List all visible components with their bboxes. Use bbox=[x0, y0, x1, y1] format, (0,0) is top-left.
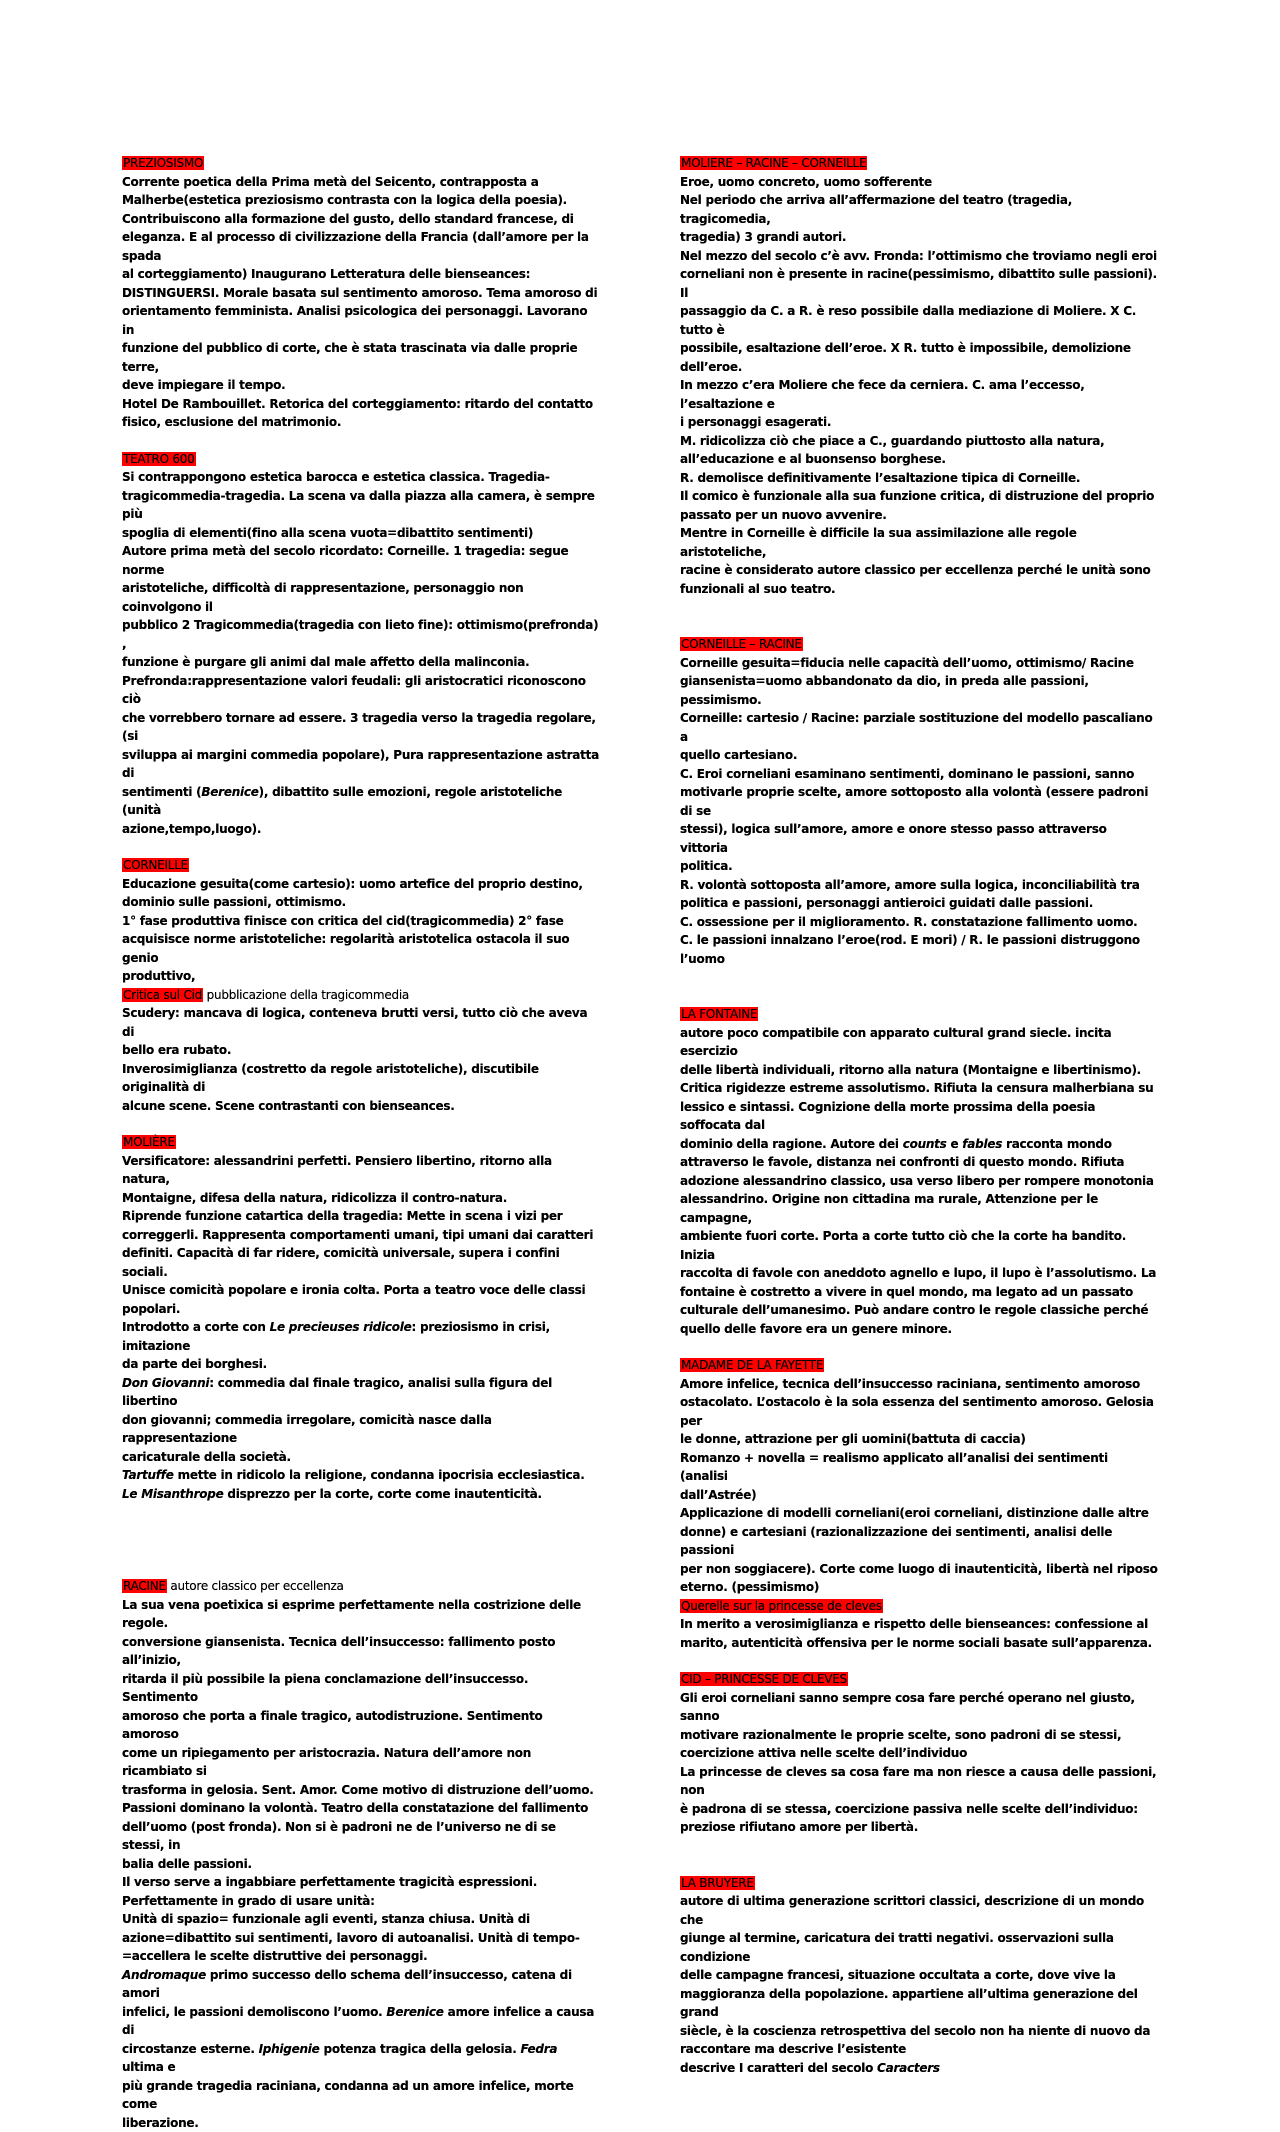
section-racine bbox=[122, 1577, 600, 2132]
text-run: ), dibattito sulle emozioni, regole aristoteliche (unità bbox=[122, 785, 562, 818]
text-line: C. ossessione per il miglioramento. R. constatazione fallimento uomo. bbox=[680, 913, 1158, 932]
text-run: circostanze esterne. bbox=[122, 2042, 259, 2056]
text-line: politica e passioni, personaggi antieroici guidati dalle passioni. bbox=[680, 894, 1158, 913]
section-corneille-racine bbox=[680, 635, 1158, 968]
text-line: tragedia) 3 grandi autori. bbox=[680, 228, 1158, 247]
heading-teatro-600: TEATRO 600 bbox=[122, 452, 196, 466]
text-line: alessandrino. Origine non cittadina ma rurale, Attenzione per le campagne, bbox=[680, 1190, 1158, 1227]
text-line: popolari. bbox=[122, 1300, 600, 1319]
text-line: i personaggi esagerati. bbox=[680, 413, 1158, 432]
text-line: delle libertà individuali, ritorno alla natura (Montaigne e libertinismo). bbox=[680, 1061, 1158, 1080]
title-fedra: Fedra bbox=[521, 2042, 558, 2056]
text-run: : preziosismo in crisi, imitazione bbox=[122, 1320, 550, 1353]
text-line: bello era rubato. bbox=[122, 1041, 600, 1060]
heading-racine: RACINE bbox=[122, 1579, 167, 1593]
title-tartuffe: Tartuffe bbox=[122, 1468, 174, 1482]
text-line: eterno. (pessimismo) bbox=[680, 1578, 1158, 1597]
text-line: da parte dei borghesi. bbox=[122, 1355, 600, 1374]
text-line: autore di ultima generazione scrittori classici, descrizione di un mondo che bbox=[680, 1892, 1158, 1929]
heading-corneille: CORNEILLE bbox=[122, 858, 189, 872]
text-line: deve impiegare il tempo. bbox=[122, 376, 600, 395]
text-line: Riprende funzione catartica della tragedia: Mette in scena i vizi per bbox=[122, 1207, 600, 1226]
text-run: dominio della ragione. Autore dei bbox=[680, 1137, 903, 1151]
text-line: azione=dibattito sui sentimenti, lavoro di autoanalisi. Unità di tempo- bbox=[122, 1929, 600, 1948]
text-line: delle campagne francesi, situazione occultata a corte, dove vive la bbox=[680, 1966, 1158, 1985]
text-line: Il verso serve a ingabbiare perfettamente tragicità espressioni. bbox=[122, 1873, 600, 1892]
text-line: maggioranza della popolazione. appartiene all’ultima generazione del grand bbox=[680, 1985, 1158, 2022]
text-line: Unità di spazio= funzionale agli eventi, stanza chiusa. Unità di bbox=[122, 1910, 600, 1929]
text-line: eleganza. E al processo di civilizzazione della Francia (dall’amore per la spada bbox=[122, 228, 600, 265]
text-line: motivarle proprie scelte, amore sottoposto alla volontà (essere padroni di se bbox=[680, 783, 1158, 820]
text-line: liberazione. bbox=[122, 2114, 600, 2132]
section-moliere-racine-corneille bbox=[680, 154, 1158, 598]
section-teatro-600 bbox=[122, 450, 600, 839]
heading-la-bruyere: LA BRUYERE bbox=[680, 1876, 755, 1890]
right-column bbox=[680, 154, 1158, 2077]
section-madame-de-la-fayette bbox=[680, 1356, 1158, 1652]
text-line: Autore prima metà del secolo ricordato: Corneille. 1 tragedia: segue norme bbox=[122, 542, 600, 579]
text-line: giansenista=uomo abbandonato da dio, in preda alle passioni, pessimismo. bbox=[680, 672, 1158, 709]
text-line: dominio sulle passioni, ottimismo. bbox=[122, 893, 600, 912]
text-line: Nel mezzo del secolo c’è avv. Fronda: l’ottimismo che troviamo negli eroi bbox=[680, 247, 1158, 266]
text-line: marito, autenticità offensiva per le norme sociali basate sull’apparenza. bbox=[680, 1634, 1158, 1653]
text-line: funzione del pubblico di corte, che è stata trascinata via dalle proprie terre, bbox=[122, 339, 600, 376]
text-line bbox=[122, 1466, 600, 1485]
text-line: donne) e cartesiani (razionalizzazione dei sentimenti, analisi delle passioni bbox=[680, 1523, 1158, 1560]
text-line: dell’uomo (post fronda). Non si è padroni ne de l’universo ne di se stessi, in bbox=[122, 1818, 600, 1855]
text-line: correggerli. Rappresenta comportamenti umani, tipi umani dai caratteri bbox=[122, 1226, 600, 1245]
text-run: ultima e bbox=[122, 2060, 175, 2074]
text-line: Contribuiscono alla formazione del gusto, dello standard francese, di bbox=[122, 210, 600, 229]
text-line bbox=[680, 1135, 1158, 1154]
text-line: DISTINGUERSI. Morale basata sul sentimento amoroso. Tema amoroso di bbox=[122, 284, 600, 303]
text-line: coercizione attiva nelle scelte dell’individuo bbox=[680, 1744, 1158, 1763]
text-line: passaggio da C. a R. è reso possibile dalla mediazione di Moliere. X C. tutto è bbox=[680, 302, 1158, 339]
text-line: le donne, attrazione per gli uomini(battuta di caccia) bbox=[680, 1430, 1158, 1449]
title-berenice: Berenice bbox=[386, 2005, 443, 2019]
text-line: passato per un nuovo avvenire. bbox=[680, 506, 1158, 525]
text-line: In mezzo c’era Moliere che fece da cerniera. C. ama l’eccesso, l’esaltazione e bbox=[680, 376, 1158, 413]
text-line: Corrente poetica della Prima metà del Seicento, contrapposta a bbox=[122, 173, 600, 192]
text-line: Mentre in Corneille è difficile la sua assimilazione alle regole aristoteliche, bbox=[680, 524, 1158, 561]
text-line: racine è considerato autore classico per eccellenza perché le unità sono bbox=[680, 561, 1158, 580]
text-line: autore poco compatibile con apparato cultural grand siecle. incita esercizio bbox=[680, 1024, 1158, 1061]
text-line: Applicazione di modelli corneliani(eroi corneliani, distinzione dalle altre bbox=[680, 1504, 1158, 1523]
text-run: primo successo dello schema dell’insuccesso, catena di amori bbox=[122, 1968, 572, 2001]
text-line: La sua vena poetixica si esprime perfettamente nella costrizione delle bbox=[122, 1596, 600, 1615]
text-line: Amore infelice, tecnica dell’insuccesso raciniana, sentimento amoroso bbox=[680, 1375, 1158, 1394]
text-line: adozione alessandrino classico, usa verso libero per rompere monotonia bbox=[680, 1172, 1158, 1191]
text-line: giunge al termine, caricatura dei tratti negativi. osservazioni sulla condizione bbox=[680, 1929, 1158, 1966]
text-line bbox=[122, 986, 600, 1005]
text-line: preziose rifiutano amore per libertà. bbox=[680, 1818, 1158, 1837]
section-cid-princesse-de-cleves bbox=[680, 1670, 1158, 1837]
text-line: pubblico 2 Tragicommedia(tragedia con lieto fine): ottimismo(prefronda) , bbox=[122, 616, 600, 653]
text-line: più grande tragedia raciniana, condanna ad un amore infelice, morte come bbox=[122, 2077, 600, 2114]
text-line: raccontare ma descrive l’esistente bbox=[680, 2040, 1158, 2059]
text-line: trasforma in gelosia. Sent. Amor. Come motivo di distruzione dell’uomo. bbox=[122, 1781, 600, 1800]
title-berenice: Berenice bbox=[201, 785, 258, 799]
text-line: Si contrappongono estetica barocca e estetica classica. Tragedia- bbox=[122, 468, 600, 487]
title-counts: counts bbox=[903, 1137, 947, 1151]
text-line: Perfettamente in grado di usare unità: bbox=[122, 1892, 600, 1911]
text-line: lessico e sintassi. Cognizione della morte prossima della poesia soffocata dal bbox=[680, 1098, 1158, 1135]
text-line: Malherbe(estetica preziosismo contrasta con la logica della poesia). bbox=[122, 191, 600, 210]
text-line bbox=[122, 783, 600, 820]
text-line: C. le passioni innalzano l’eroe(rod. E mori) / R. le passioni distruggono bbox=[680, 931, 1158, 950]
text-run: disprezzo per la corte, corte come inautenticità. bbox=[223, 1487, 541, 1501]
text-line: possibile, esaltazione dell’eroe. X R. tutto è impossibile, demolizione bbox=[680, 339, 1158, 358]
title-precieuses-ridicole: Le precieuses ridicole bbox=[270, 1320, 412, 1334]
text-line: Eroe, uomo concreto, uomo sofferente bbox=[680, 173, 1158, 192]
title-misanthrope: Le Misanthrope bbox=[122, 1487, 223, 1501]
text-line: balia delle passioni. bbox=[122, 1855, 600, 1874]
text-line: Unisce comicità popolare e ironia colta. Porta a teatro voce delle classi bbox=[122, 1281, 600, 1300]
text-line: Versificatore: alessandrini perfetti. Pensiero libertino, ritorno alla natura, bbox=[122, 1152, 600, 1189]
text-run: Introdotto a corte con bbox=[122, 1320, 270, 1334]
text-line: caricaturale della società. bbox=[122, 1448, 600, 1467]
text-line: tragicommedia-tragedia. La scena va dalla piazza alla camera, è sempre più bbox=[122, 487, 600, 524]
text-line bbox=[680, 2059, 1158, 2078]
text-run: mette in ridicolo la religione, condanna ipocrisia ecclesiastica. bbox=[174, 1468, 585, 1482]
text-line: sviluppa ai margini commedia popolare), Pura rappresentazione astratta di bbox=[122, 746, 600, 783]
text-line: all’educazione e al buonsenso borghese. bbox=[680, 450, 1158, 469]
text-line: politica. bbox=[680, 857, 1158, 876]
text-line: funzione è purgare gli animi dal male affetto della malinconia. bbox=[122, 653, 600, 672]
text-line: spoglia di elementi(fino alla scena vuota=dibattito sentimenti) bbox=[122, 524, 600, 543]
text-line: R. volontà sottoposta all’amore, amore sulla logica, inconciliabilità tra bbox=[680, 876, 1158, 895]
text-line: ritarda il più possibile la piena conclamazione dell’insuccesso. Sentimento bbox=[122, 1670, 600, 1707]
text-line bbox=[122, 2040, 600, 2077]
text-run: infelici, le passioni demoliscono l’uomo. bbox=[122, 2005, 386, 2019]
text-line: Corneille gesuita=fiducia nelle capacità dell’uomo, ottimismo/ Racine bbox=[680, 654, 1158, 673]
text-line: l’uomo bbox=[680, 950, 1158, 969]
text-line: definiti. Capacità di far ridere, comicità universale, supera i confini sociali. bbox=[122, 1244, 600, 1281]
text-line: Passioni dominano la volontà. Teatro della constatazione del fallimento bbox=[122, 1799, 600, 1818]
text-line: Critica rigidezze estreme assolutismo. Rifiuta la censura malherbiana su bbox=[680, 1079, 1158, 1098]
text-line: conversione giansenista. Tecnica dell’insuccesso: fallimento posto all’inizio, bbox=[122, 1633, 600, 1670]
text-line: alcune scene. Scene contrastanti con bienseances. bbox=[122, 1097, 600, 1116]
text-run: autore classico per eccellenza bbox=[167, 1579, 344, 1593]
text-line: funzionali al suo teatro. bbox=[680, 580, 1158, 599]
text-run: descrive I caratteri del secolo bbox=[680, 2061, 877, 2075]
heading-madame-de-la-fayette: MADAME DE LA FAYETTE bbox=[680, 1358, 824, 1372]
text-line: Corneille: cartesio / Racine: parziale sostituzione del modello pascaliano a bbox=[680, 709, 1158, 746]
text-run: pubblicazione della tragicommedia bbox=[203, 988, 409, 1002]
text-line: fontaine è costretto a vivere in quel mondo, ma legato ad un passato bbox=[680, 1283, 1158, 1302]
text-line: dell’eroe. bbox=[680, 358, 1158, 377]
section-la-fontaine bbox=[680, 1005, 1158, 1338]
text-line: corneliani non è presente in racine(pessimismo, dibattito sulle passioni). Il bbox=[680, 265, 1158, 302]
text-line: è padrona di se stessa, coercizione passiva nelle scelte dell’individuo: bbox=[680, 1800, 1158, 1819]
subheading-critica-sul-cid: Critica sul Cid bbox=[122, 988, 203, 1002]
text-line: M. ridicolizza ciò che piace a C., guardando piuttosto alla natura, bbox=[680, 432, 1158, 451]
text-line: 1° fase produttiva finisce con critica del cid(tragicommedia) 2° fase bbox=[122, 912, 600, 931]
heading-moliere: MOLIÈRE bbox=[122, 1135, 176, 1149]
text-line: Educazione gesuita(come cartesio): uomo artefice del proprio destino, bbox=[122, 875, 600, 894]
text-line bbox=[122, 1374, 600, 1411]
title-fables: fables bbox=[962, 1137, 1002, 1151]
text-line: Nel periodo che arriva all’affermazione del teatro (tragedia, tragicomedia, bbox=[680, 191, 1158, 228]
text-line: fisico, esclusione del matrimonio. bbox=[122, 413, 600, 432]
title-andromaque: Andromaque bbox=[122, 1968, 206, 1982]
text-line bbox=[122, 1966, 600, 2003]
text-line: Il comico è funzionale alla sua funzione critica, di distruzione del proprio bbox=[680, 487, 1158, 506]
text-line: R. demolisce definitivamente l’esaltazione tipica di Corneille. bbox=[680, 469, 1158, 488]
text-line: acquisisce norme aristoteliche: regolarità aristotelica ostacola il suo genio bbox=[122, 930, 600, 967]
heading-corneille-racine: CORNEILLE – RACINE bbox=[680, 637, 803, 651]
text-line: =accellera le scelte distruttive dei personaggi. bbox=[122, 1947, 600, 1966]
text-line bbox=[122, 1485, 600, 1504]
text-line: che vorrebbero tornare ad essere. 3 tragedia verso la tragedia regolare, (si bbox=[122, 709, 600, 746]
subheading-querelle: Querelle sur la princesse de cleves bbox=[680, 1599, 883, 1613]
text-line: produttivo, bbox=[122, 967, 600, 986]
text-line: raccolta di favole con aneddoto agnello e lupo, il lupo è l’assolutismo. La bbox=[680, 1264, 1158, 1283]
section-corneille bbox=[122, 856, 600, 1115]
heading-moliere-racine-corneille: MOLIERE – RACINE – CORNEILLE bbox=[680, 156, 867, 170]
text-line bbox=[122, 1318, 600, 1355]
text-line: ostacolato. L’ostacolo è la sola essenza del sentimento amoroso. Gelosia per bbox=[680, 1393, 1158, 1430]
text-line: per non soggiacere). Corte come luogo di inautenticità, libertà nel riposo bbox=[680, 1560, 1158, 1579]
text-line: siècle, è la coscienza retrospettiva del secolo non ha niente di nuovo da bbox=[680, 2022, 1158, 2041]
text-line: regole. bbox=[122, 1614, 600, 1633]
text-line: motivare razionalmente le proprie scelte, sono padroni di se stessi, bbox=[680, 1726, 1158, 1745]
text-line: ambiente fuori corte. Porta a corte tutto ciò che la corte ha bandito. Inizia bbox=[680, 1227, 1158, 1264]
text-line: don giovanni; commedia irregolare, comicità nasce dalla rappresentazione bbox=[122, 1411, 600, 1448]
text-line: Prefronda:rappresentazione valori feudali: gli aristocratici riconoscono ciò bbox=[122, 672, 600, 709]
text-run: potenza tragica della gelosia. bbox=[320, 2042, 521, 2056]
text-line: aristoteliche, difficoltà di rappresentazione, personaggio non coinvolgono il bbox=[122, 579, 600, 616]
text-run: sentimenti ( bbox=[122, 785, 201, 799]
section-moliere bbox=[122, 1133, 600, 1503]
heading-preziosismo: PREZIOSISMO bbox=[122, 156, 204, 170]
text-line: quello delle favore era un genere minore. bbox=[680, 1320, 1158, 1339]
heading-cid-princesse: CID – PRINCESSE DE CLEVES bbox=[680, 1672, 848, 1686]
text-line: al corteggiamento) Inaugurano Letteratura delle bienseances: bbox=[122, 265, 600, 284]
title-caracters: Caracters bbox=[877, 2061, 940, 2075]
title-don-giovanni: Don Giovanni bbox=[122, 1376, 209, 1390]
section-preziosismo bbox=[122, 154, 600, 432]
text-run: : commedia dal finale tragico, analisi sulla figura del libertino bbox=[122, 1376, 552, 1409]
text-line: Montaigne, difesa della natura, ridicolizza il contro-natura. bbox=[122, 1189, 600, 1208]
text-line: stessi), logica sull’amore, amore e onore stesso passo attraverso vittoria bbox=[680, 820, 1158, 857]
text-line: amoroso che porta a finale tragico, autodistruzione. Sentimento amoroso bbox=[122, 1707, 600, 1744]
text-line: Gli eroi corneliani sanno sempre cosa fare perché operano nel giusto, sanno bbox=[680, 1689, 1158, 1726]
text-line: In merito a verosimiglianza e rispetto delle bienseances: confessione al bbox=[680, 1615, 1158, 1634]
title-iphigenie: Iphigenie bbox=[259, 2042, 320, 2056]
text-run: racconta mondo bbox=[1002, 1137, 1112, 1151]
text-line: Scudery: mancava di logica, conteneva brutti versi, tutto ciò che aveva di bbox=[122, 1004, 600, 1041]
text-line: azione,tempo,luogo). bbox=[122, 820, 600, 839]
text-line: come un ripiegamento per aristocrazia. Natura dell’amore non ricambiato si bbox=[122, 1744, 600, 1781]
text-run: amore infelice a causa di bbox=[122, 2005, 594, 2038]
heading-la-fontaine: LA FONTAINE bbox=[680, 1007, 758, 1021]
text-line: La princesse de cleves sa cosa fare ma non riesce a causa delle passioni, non bbox=[680, 1763, 1158, 1800]
left-column bbox=[122, 154, 600, 2132]
text-line: dall’Astrée) bbox=[680, 1486, 1158, 1505]
text-line: attraverso le favole, distanza nei confronti di questo mondo. Rifiuta bbox=[680, 1153, 1158, 1172]
text-line bbox=[122, 2003, 600, 2040]
section-la-bruyere bbox=[680, 1874, 1158, 2078]
text-line: orientamento femminista. Analisi psicologica dei personaggi. Lavorano in bbox=[122, 302, 600, 339]
text-line: C. Eroi corneliani esaminano sentimenti, dominano le passioni, sanno bbox=[680, 765, 1158, 784]
text-run: e bbox=[947, 1137, 963, 1151]
text-line: Hotel De Rambouillet. Retorica del corteggiamento: ritardo del contatto bbox=[122, 395, 600, 414]
text-line: culturale dell’umanesimo. Può andare contro le regole classiche perché bbox=[680, 1301, 1158, 1320]
text-line: quello cartesiano. bbox=[680, 746, 1158, 765]
text-line: Inverosimiglianza (costretto da regole aristoteliche), discutibile originalità di bbox=[122, 1060, 600, 1097]
text-line: Romanzo + novella = realismo applicato all’analisi dei sentimenti (analisi bbox=[680, 1449, 1158, 1486]
